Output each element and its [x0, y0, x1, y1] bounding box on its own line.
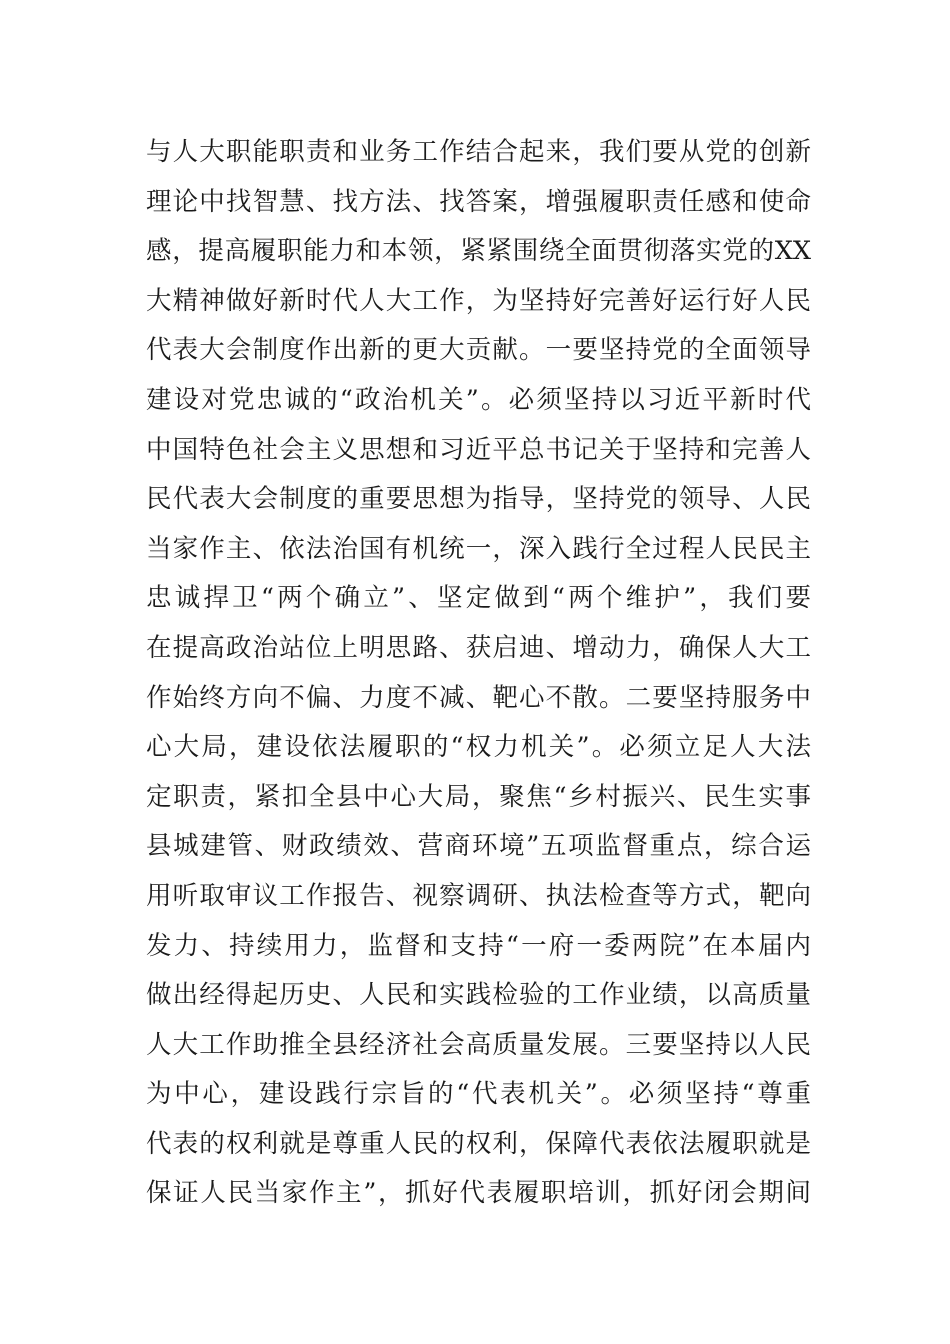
text-line: 代表的权利就是尊重人民的权利，保障代表依法履职就是 — [146, 1128, 811, 1159]
text-line: 心大局，建设依法履职的“权力机关”。必须立足人大法 — [146, 732, 811, 763]
text-line: 用听取审议工作报告、视察调研、执法检查等方式，靶向 — [146, 880, 811, 911]
text-line: 为中心，建设践行宗旨的“代表机关”。必须坚持“尊重 — [146, 1079, 811, 1110]
text-line: 当家作主、依法治国有机统一，深入践行全过程人民民主 — [146, 533, 811, 564]
text-line: 与人大职能职责和业务工作结合起来，我们要从党的创新 — [146, 137, 811, 167]
text-line: 在提高政治站位上明思路、获启迪、增动力，确保人大工 — [146, 632, 811, 663]
text-line: 做出经得起历史、人民和实践检验的工作业绩，以高质量 — [146, 980, 811, 1011]
text-line: 代表大会制度作出新的更大贡献。一要坚持党的全面领导 — [146, 335, 811, 366]
text-line: 作始终方向不偏、力度不减、靶心不散。二要坚持服务中 — [146, 682, 811, 713]
text-line: 县城建管、财政绩效、营商环境”五项监督重点，综合运 — [146, 831, 811, 862]
text-line: 建设对党忠诚的“政治机关”。必须坚持以习近平新时代 — [146, 384, 811, 415]
text-line: 感，提高履职能力和本领，紧紧围绕全面贯彻落实党的XX — [146, 236, 811, 267]
text-line: 定职责，紧扣全县中心大局，聚焦“乡村振兴、民生实事 — [146, 781, 811, 812]
text-line: 发力、持续用力，监督和支持“一府一委两院”在本届内 — [146, 930, 811, 961]
text-line: 中国特色社会主义思想和习近平总书记关于坚持和完善人 — [146, 434, 811, 465]
text-line: 理论中找智慧、找方法、找答案，增强履职责任感和使命 — [146, 186, 811, 217]
text-line: 人大工作助推全县经济社会高质量发展。三要坚持以人民 — [146, 1029, 811, 1060]
text-line: 大精神做好新时代人大工作，为坚持好完善好运行好人民 — [146, 285, 811, 316]
body-text — [146, 128, 811, 1219]
text-line: 保证人民当家作主”，抓好代表履职培训，抓好闭会期间 — [146, 1178, 811, 1209]
text-line: 忠诚捍卫“两个确立”、坚定做到“两个维护”，我们要 — [146, 583, 811, 614]
text-line: 民代表大会制度的重要思想为指导，坚持党的领导、人民 — [146, 484, 811, 515]
